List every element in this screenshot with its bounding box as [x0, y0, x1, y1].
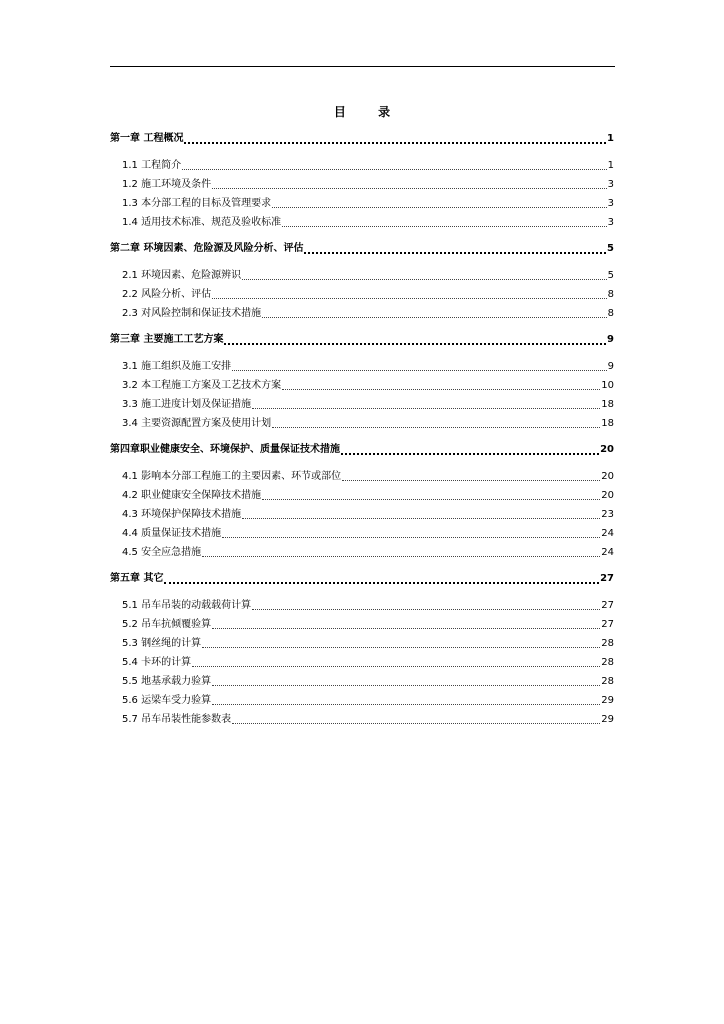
dot-leader — [232, 723, 600, 724]
toc-entry-label: 4.4 质量保证技术措施 — [122, 528, 222, 539]
toc-entry-label: 5.5 地基承载力验算 — [122, 676, 212, 687]
toc-entry-page: 5 — [607, 270, 614, 281]
toc-entry-page: 10 — [601, 380, 614, 391]
toc-entry-page: 27 — [601, 619, 614, 630]
dot-leader — [224, 343, 606, 345]
toc-entry-label: 1.1 工程简介 — [122, 160, 182, 171]
header-rule — [110, 66, 615, 67]
dot-leader — [282, 226, 607, 227]
toc-entry-page: 20 — [600, 444, 614, 455]
toc-entry-label: 5.7 吊车吊装性能参数表 — [122, 714, 232, 725]
dot-leader — [341, 453, 599, 455]
toc-entry-label: 2.2 风险分析、评估 — [122, 289, 212, 300]
toc-entry-label: 1.3 本分部工程的目标及管理要求 — [122, 198, 272, 209]
toc-entry-label: 4.5 安全应急措施 — [122, 547, 202, 558]
dot-leader — [212, 685, 600, 686]
toc-entry-page: 24 — [601, 528, 614, 539]
toc-entry-label: 第三章 主要施工工艺方案 — [110, 334, 224, 345]
toc-entry-label: 5.1 吊车吊装的动载载荷计算 — [122, 600, 252, 611]
dot-leader — [342, 480, 600, 481]
dot-leader — [184, 142, 606, 144]
toc-section-entry[interactable] — [122, 267, 614, 283]
toc-section-entry[interactable] — [122, 415, 614, 431]
toc-section-entry[interactable] — [122, 468, 614, 484]
toc-entry-label: 5.2 吊车抗倾覆验算 — [122, 619, 212, 630]
toc-entry-label: 3.2 本工程施工方案及工艺技术方案 — [122, 380, 282, 391]
toc-entry-page: 18 — [601, 399, 614, 410]
toc-title: 目 录 — [333, 105, 405, 119]
dot-leader — [272, 207, 607, 208]
toc-entry-label: 3.1 施工组织及施工安排 — [122, 361, 232, 372]
toc-entry-page: 27 — [600, 573, 614, 584]
toc-entry-label: 5.4 卡环的计算 — [122, 657, 192, 668]
toc-section-entry[interactable] — [122, 635, 614, 651]
toc-entry-label: 5.3 钢丝绳的计算 — [122, 638, 202, 649]
dot-leader — [212, 704, 600, 705]
toc-section-entry[interactable] — [122, 305, 614, 321]
toc-entry-page: 9 — [607, 361, 614, 372]
toc-entry-label: 4.3 环境保护保障技术措施 — [122, 509, 242, 520]
toc-section-entry[interactable] — [122, 214, 614, 230]
toc-section-entry[interactable] — [122, 195, 614, 211]
toc-chapter-entry[interactable] — [110, 570, 614, 586]
toc-entry-label: 第一章 工程概况 — [110, 133, 184, 144]
dot-leader — [202, 556, 600, 557]
toc-entry-page: 8 — [607, 308, 614, 319]
toc-entry-label: 1.4 适用技术标准、规范及验收标准 — [122, 217, 282, 228]
toc-section-entry[interactable] — [122, 597, 614, 613]
toc-entry-page: 28 — [601, 638, 614, 649]
dot-leader — [262, 499, 600, 500]
dot-leader — [282, 389, 600, 390]
toc-entry-page: 28 — [601, 676, 614, 687]
toc-entry-label: 第四章职业健康安全、环境保护、质量保证技术措施 — [110, 444, 340, 455]
toc-entry-label: 4.2 职业健康安全保障技术措施 — [122, 490, 262, 501]
toc-entry-label: 第二章 环境因素、危险源及风险分析、评估 — [110, 243, 304, 254]
toc-entry-page: 29 — [601, 714, 614, 725]
dot-leader — [222, 537, 600, 538]
dot-leader — [272, 427, 600, 428]
toc-entry-page: 3 — [607, 217, 614, 228]
dot-leader — [252, 609, 600, 610]
toc-section-entry[interactable] — [122, 286, 614, 302]
toc-entry-page: 5 — [607, 243, 614, 254]
toc-section-entry[interactable] — [122, 616, 614, 632]
toc-entry-page: 27 — [601, 600, 614, 611]
toc-section-entry[interactable] — [122, 544, 614, 560]
toc-entry-page: 1 — [607, 160, 614, 171]
toc-chapter-entry[interactable] — [110, 441, 614, 457]
dot-leader — [304, 252, 606, 254]
dot-leader — [212, 628, 600, 629]
toc-entry-page: 1 — [607, 133, 614, 144]
toc-section-entry[interactable] — [122, 396, 614, 412]
toc-section-entry[interactable] — [122, 673, 614, 689]
toc-entry-page: 18 — [601, 418, 614, 429]
toc-entry-label: 2.1 环境因素、危险源辨识 — [122, 270, 242, 281]
toc-entry-label: 3.3 施工进度计划及保证措施 — [122, 399, 252, 410]
toc-section-entry[interactable] — [122, 711, 614, 727]
toc-entry-page: 28 — [601, 657, 614, 668]
toc-section-entry[interactable] — [122, 525, 614, 541]
toc-entry-label: 3.4 主要资源配置方案及使用计划 — [122, 418, 272, 429]
toc-chapter-entry[interactable] — [110, 240, 614, 256]
toc-section-entry[interactable] — [122, 358, 614, 374]
toc-section-entry[interactable] — [122, 487, 614, 503]
toc-entry-page: 8 — [607, 289, 614, 300]
dot-leader — [192, 666, 600, 667]
toc-entry-page: 3 — [607, 179, 614, 190]
dot-leader — [164, 582, 599, 584]
toc-section-entry[interactable] — [122, 176, 614, 192]
toc-section-entry[interactable] — [122, 506, 614, 522]
toc-entry-label: 5.6 运梁车受力验算 — [122, 695, 212, 706]
dot-leader — [182, 169, 607, 170]
dot-leader — [212, 298, 607, 299]
dot-leader — [242, 279, 607, 280]
toc-entry-page: 9 — [607, 334, 614, 345]
toc-section-entry[interactable] — [122, 377, 614, 393]
toc-entry-page: 29 — [601, 695, 614, 706]
dot-leader — [202, 647, 600, 648]
toc-entry-label: 第五章 其它 — [110, 573, 164, 584]
toc-entry-page: 23 — [601, 509, 614, 520]
toc-section-entry[interactable] — [122, 692, 614, 708]
toc-entry-label: 1.2 施工环境及条件 — [122, 179, 212, 190]
toc-section-entry[interactable] — [122, 654, 614, 670]
dot-leader — [252, 408, 600, 409]
toc-entry-page: 20 — [601, 490, 614, 501]
toc-chapter-entry[interactable] — [110, 130, 614, 146]
toc-chapter-entry[interactable] — [110, 331, 614, 347]
dot-leader — [242, 518, 600, 519]
dot-leader — [232, 370, 607, 371]
toc-entry-label: 2.3 对风险控制和保证技术措施 — [122, 308, 262, 319]
toc-entry-page: 3 — [607, 198, 614, 209]
toc-entry-label: 4.1 影响本分部工程施工的主要因素、环节或部位 — [122, 471, 342, 482]
dot-leader — [262, 317, 607, 318]
dot-leader — [212, 188, 607, 189]
toc-entry-page: 24 — [601, 547, 614, 558]
toc-entry-page: 20 — [601, 471, 614, 482]
toc-section-entry[interactable] — [122, 157, 614, 173]
